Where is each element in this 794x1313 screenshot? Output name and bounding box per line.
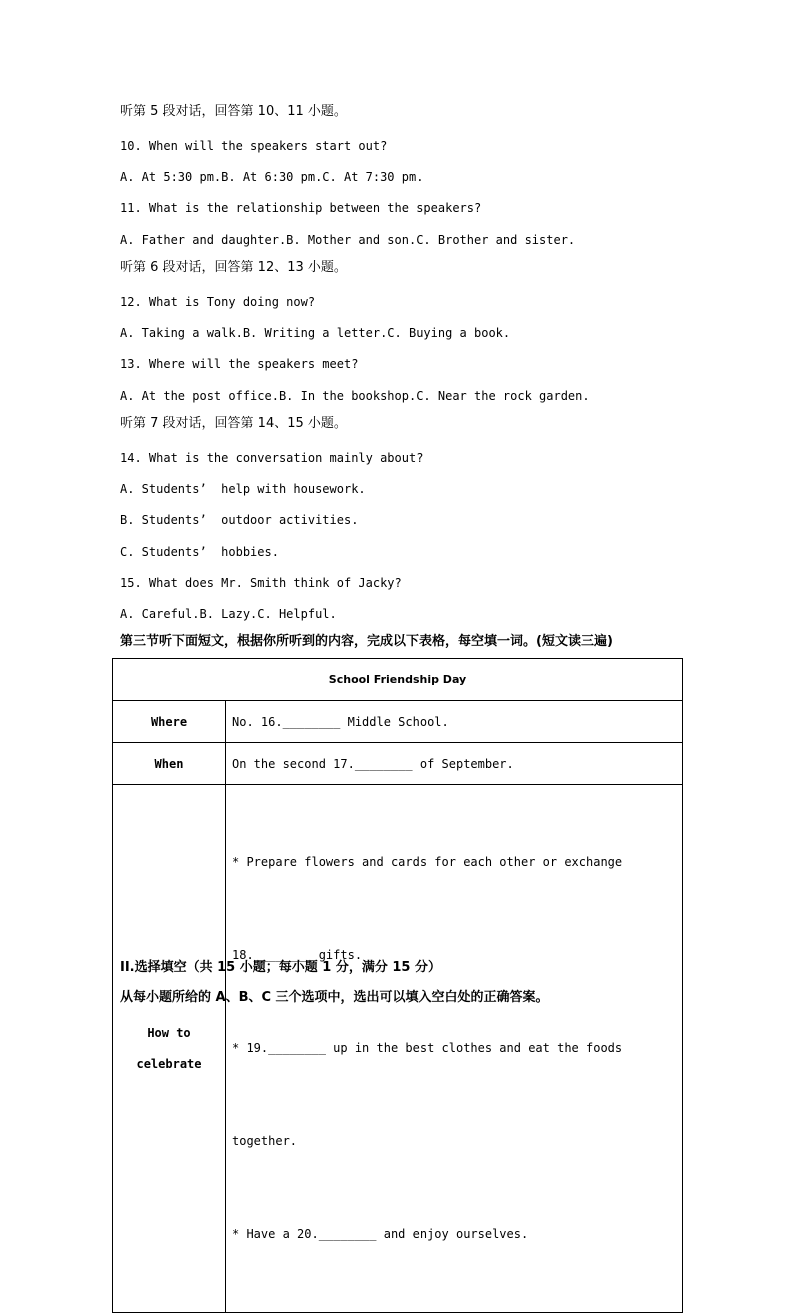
where-value: No. 16.________ Middle School. (226, 701, 683, 743)
question-15-options: A. Careful.B. Lazy.C. Helpful. (120, 607, 337, 621)
question-12-options: A. Taking a walk.B. Writing a letter.C. Buying a book. (120, 326, 511, 340)
when-value: On the second 17.________ of September. (226, 743, 683, 785)
how-line-2: 18.________ gifts. (232, 948, 363, 962)
question-14: 14. What is the conversation mainly about? (120, 451, 424, 465)
question-12: 12. What is Tony doing now? (120, 295, 316, 309)
how-label-line2: celebrate (136, 1056, 202, 1071)
dialog5-header: 听第 5 段对话，回答第 10、11 小题。 (120, 104, 347, 119)
dialog6-header: 听第 6 段对话，回答第 12、13 小题。 (120, 260, 347, 275)
dialog7-header: 听第 7 段对话，回答第 14、15 小题。 (120, 416, 347, 431)
question-13: 13. Where will the speakers meet? (120, 357, 359, 371)
section3-header: 第三节听下面短文，根据你所听到的内容，完成以下表格，每空填一词。(短文读三遍) (120, 634, 613, 649)
when-label: When (113, 743, 226, 785)
where-label: Where (113, 701, 226, 743)
question-11-options: A. Father and daughter.B. Mother and son.C. Brother and sister. (120, 233, 576, 247)
part2-header: II.选择填空（共 15 小题；每小题 1 分，满分 15 分） (120, 960, 441, 975)
question-10: 10. When will the speakers start out? (120, 139, 388, 153)
how-line-1: * Prepare flowers and cards for each other or exchange (232, 855, 623, 869)
how-value (226, 785, 683, 1313)
how-line-5: * Have a 20.________ and enjoy ourselves. (232, 1227, 529, 1241)
table-title: School Friendship Day (113, 659, 683, 701)
question-14-option-b: B. Students’ outdoor activities. (120, 513, 359, 527)
question-14-option-c: C. Students’ hobbies. (120, 545, 279, 559)
question-11: 11. What is the relationship between the speakers? (120, 201, 482, 215)
question-15: 15. What does Mr. Smith think of Jacky? (120, 576, 402, 590)
how-line-4: together. (232, 1134, 298, 1148)
question-14-option-a: A. Students’ help with housework. (120, 482, 366, 496)
friendship-day-table (112, 658, 683, 1313)
how-label-line1: How to (147, 1025, 191, 1040)
how-line-3: * 19.________ up in the best clothes and eat the foods (232, 1041, 623, 1055)
question-10-options: A. At 5:30 pm.B. At 6:30 pm.C. At 7:30 pm. (120, 170, 424, 184)
part2-instruction: 从每小题所给的 A、B、C 三个选项中，选出可以填入空白处的正确答案。 (120, 990, 549, 1005)
how-label (113, 785, 226, 1313)
question-13-options: A. At the post office.B. In the bookshop.C. Near the rock garden. (120, 389, 590, 403)
